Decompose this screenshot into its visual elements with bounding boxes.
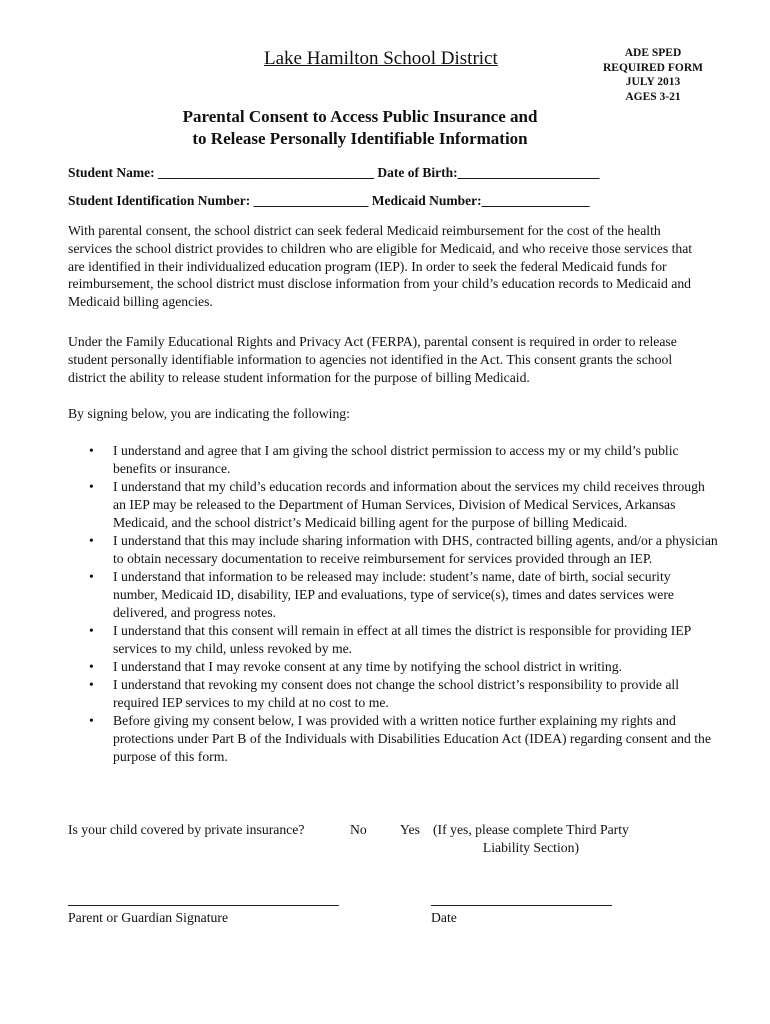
student-id-medicaid-row xyxy=(68,193,590,209)
date-label: Date xyxy=(431,910,457,925)
bullet-icon: • xyxy=(89,569,94,584)
medicaid-paragraph: With parental consent, the school district can seek federal Medicaid reimbursement for the cost of the health services the school district provides to children who are eligible for Medicaid, and who receive those services that are identified in their individualized education program (IEP). In order to seek the federal Medicaid funds for reimbursement, the school district must disclose information from your child’s education records to Medicaid and Medicaid billing agencies. xyxy=(68,223,693,310)
bullet-icon: • xyxy=(89,659,94,674)
ade-form-notice xyxy=(592,46,714,104)
insurance-note xyxy=(433,821,629,857)
bullet-icon: • xyxy=(89,479,94,494)
student-id-field[interactable]: Student Identification Number: _________________ xyxy=(68,193,369,208)
date-signature-line[interactable] xyxy=(431,905,612,906)
list-item: • I understand that this consent will remain in effect at all times the district is responsible for providing IEP services to my child, unless revoked by me. xyxy=(89,623,691,656)
ade-line: AGES 3-21 xyxy=(625,90,681,103)
consent-bullet-list xyxy=(68,442,718,766)
medicaid-number-field[interactable]: Medicaid Number:________________ xyxy=(371,193,590,208)
list-item: • I understand that revoking my consent does not change the school district’s responsibility to provide all required IEP services to my child at no cost to me. xyxy=(89,677,680,710)
student-name-field[interactable]: Student Name: ________________________________ xyxy=(68,165,374,180)
signing-intro: By signing below, you are indicating the following: xyxy=(68,406,350,421)
list-item: • I understand that my child’s education records and information about the services my child receives through an IEP may be released to the Department of Human Services, Division of Medical Services, Arkansas Medicaid, and the school district’s Medicaid billing agent for the purpose of billing Medicaid. xyxy=(89,479,705,530)
bullet-icon: • xyxy=(89,677,94,692)
district-name: Lake Hamilton School District xyxy=(264,48,498,69)
list-item: • I understand that I may revoke consent at any time by notifying the school district in writing. xyxy=(89,659,622,674)
list-item: • I understand that this may include sharing information with DHS, contracted billing agents, and/or a physician to obtain necessary documentation to receive reimbursement for services provided through an IEP. xyxy=(89,533,718,566)
insurance-no-option[interactable]: No xyxy=(350,822,367,837)
parent-signature-label: Parent or Guardian Signature xyxy=(68,910,229,925)
bullet-icon: • xyxy=(89,713,94,728)
insurance-note-line-2: Liability Section) xyxy=(482,840,580,855)
bullet-icon: • xyxy=(89,623,94,638)
title-line-2: to Release Personally Identifiable Information xyxy=(192,129,528,148)
ade-line: JULY 2013 xyxy=(625,76,681,88)
insurance-note-line-1: (If yes, please complete Third Party xyxy=(433,822,629,837)
list-item: • I understand that information to be released may include: student’s name, date of birth, social security number, Medicaid ID, disability, IEP and evaluations, type of service(s), times and dates services were delivered, and progress notes. xyxy=(89,569,674,620)
form-title xyxy=(150,106,570,150)
insurance-question: Is your child covered by private insurance? xyxy=(68,822,305,837)
ade-line: ADE SPED xyxy=(624,47,682,59)
list-item: • I understand and agree that I am giving the school district permission to access my or my child’s public benefits or insurance. xyxy=(89,443,679,476)
insurance-yes-option[interactable]: Yes xyxy=(400,822,420,837)
parent-signature-line[interactable] xyxy=(68,905,339,906)
list-item: • Before giving my consent below, I was provided with a written notice further explaining my rights and protections under Part B of the Individuals with Disabilities Education Act (IDEA) regarding consent and the purpose of this form. xyxy=(89,713,711,764)
bullet-icon: • xyxy=(89,443,94,458)
student-name-dob-row xyxy=(68,165,599,181)
ade-line: REQUIRED FORM xyxy=(603,61,703,74)
date-of-birth-field[interactable]: Date of Birth:_____________________ xyxy=(377,165,600,180)
ferpa-paragraph: Under the Family Educational Rights and Privacy Act (FERPA), parental consent is required in order to release student personally identifiable information to agencies not identified in the Act. This consent grants the school district the ability to release student information for the purpose of billing Medicaid. xyxy=(68,334,677,385)
bullet-icon: • xyxy=(89,533,94,548)
title-line-1: Parental Consent to Access Public Insurance and xyxy=(182,107,538,126)
